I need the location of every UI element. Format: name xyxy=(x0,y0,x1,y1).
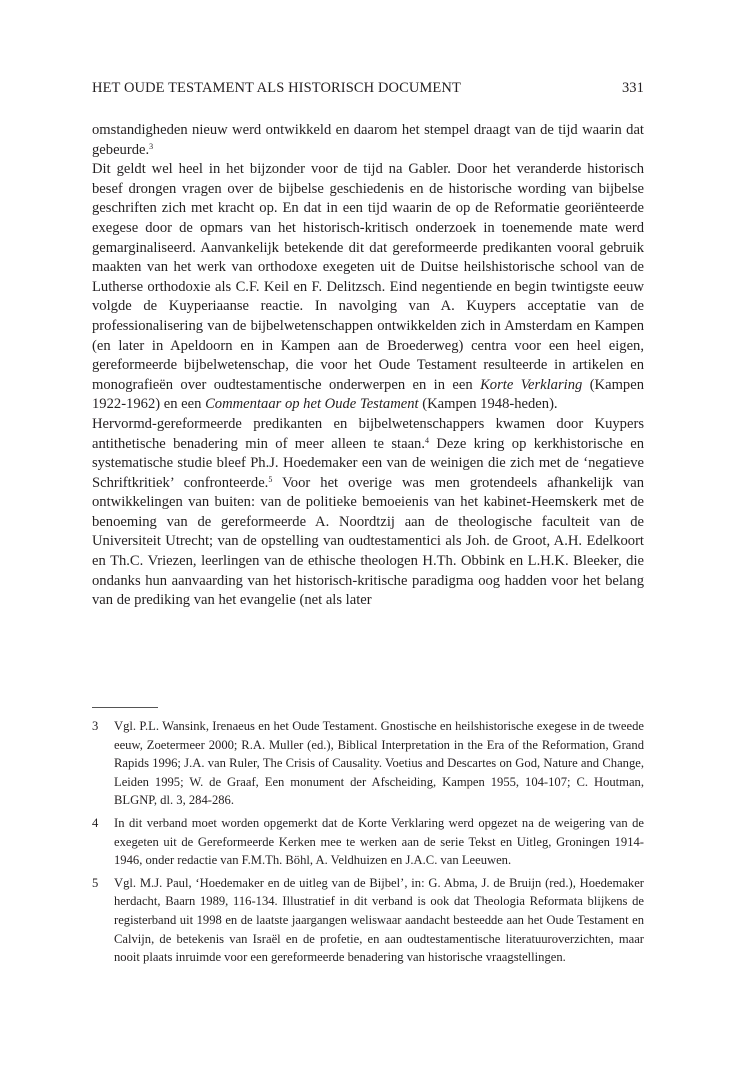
footnote-ref-5[interactable]: 5 xyxy=(268,474,273,484)
page-number: 331 xyxy=(621,80,644,96)
footnote-5 xyxy=(92,874,644,967)
footnote-ref-4[interactable]: 4 xyxy=(425,435,429,445)
paragraph-text: Dit geldt wel heel in het bijzonder voor de tijd na Gabler. Door het veranderde historisch besef drongen vragen over de bijbelse geschiedenis en de historische wording van bijbelse geschriften zich met kracht op. En dat in een tijd waarin de op de Reformatie georiënteerde exegese door de opmars van het historisch-kritisch onderzoek in toenemende mate werd gemarginaliseerd. Aanvankelijk betekende dit dat gereformeerde predikanten vooral gebruik maakten van het werk van orthodoxe exegeten uit de Duitse heilshistorische school van de Lutherse orthodoxie als C.F. Keil en F. Delitzsch. Eind negentiende en begin twintigste eeuw volgde de Kuyperiaanse reactie. In navolging van A. Kuypers acceptatie van de professionalisering van de bijbelwetenschappen ontwikkelden zich in Amsterdam en Kampen (en later in Apeldoorn en in Kampen aan de Broederweg) centra voor een heel eigen, gereformeerde bijbelwetenschap, die voor het Oude Testament resulteerde in artikelen en monografieën over oudtestamentische onderwerpen en in een xyxy=(92,161,644,393)
paragraph-text: Deze kring op kerkhistorische en systematische studie bleef Ph.J. Hoedemaker een van de weinigen die zich met de ‘negatieve Schriftkritiek’ confronteerde. xyxy=(92,435,645,491)
footnote-3 xyxy=(92,717,644,810)
running-header xyxy=(92,78,644,98)
footnote-4 xyxy=(92,814,644,870)
footnote-text: Vgl. P.L. Wansink, Irenaeus en het Oude Testament. Gnostische en heilshistorische exegese in de tweede eeuw, Zoetermeer 2000; R.A. Muller (ed.), Biblical Interpretation in the Era of the Reformation, Grand Rapids 1996; J.A. van Ruler, The Crisis of Causality. Voetius and Descartes on God, Nature and Change, Leiden 1995; W. de Graaf, Een monument der Afscheiding, Kampen 1955, 104-107; C. Houtman, BLGNP, dl. 3, 284-286. xyxy=(114,719,644,808)
footnotes xyxy=(92,717,644,971)
paragraph-text: Hervormd-gereformeerde predikanten en bijbelwetenschappers kwamen door Kuypers antithetische benadering min of meer alleen te staan. xyxy=(92,415,644,452)
footnote-ref-3[interactable]: 3 xyxy=(149,141,154,151)
paragraph-text: Voor het overige was men grotendeels afhankelijk van ontwikkelingen van buiten: van de politieke bemoeienis van het kabinet-Heemskerk met de benoeming van de gereformeerde A. Noordtzij aan de theologische faculteit van de Universiteit Utrecht; van de opstelling van oudtestamentici als Joh. de Groot, A.H. Edelkoort en Th.C. Vriezen, leerlingen van de ethische theologen H.Th. Obbink en L.H.K. Bleeker, die ondanks hun aanvaarding van het historisch-kritische paradigma oog hadden voor het belang van de prediking van het evangelie (net als later xyxy=(92,474,644,609)
running-title: HET OUDE TESTAMENT ALS HISTORISCH DOCUMENT xyxy=(92,80,461,96)
footnote-number: 3 xyxy=(92,719,99,733)
title-korte-verklaring: Korte Verklaring xyxy=(480,376,583,393)
paragraph-text: omstandigheden nieuw werd ontwikkeld en daarom het stempel draagt van de tijd waarin dat gebeurde. xyxy=(92,122,644,158)
title-commentaar: Commentaar op het Oude Testament xyxy=(205,396,419,413)
footnote-text: In dit verband moet worden opgemerkt dat de Korte Verklaring werd opgezet na de weigering van de exegeten uit de Gereformeerde Kerken mee te werken aan de serie Tekst en Uitleg, Groningen 1914-1946, onder redactie van F.M.Th. Böhl, A. Veldhuizen en J.A.C. van Leeuwen. xyxy=(114,815,644,868)
paragraph-2 xyxy=(92,160,644,415)
footnote-text: Vgl. M.J. Paul, ‘Hoedemaker en de uitleg van de Bijbel’, in: G. Abma, J. de Bruijn (red.), Hoedemaker herdacht, Baarn 1989, 116-134. Illustratief in dit verband is ook dat Theologia Reformata blijkens de registerband uit 1998 en de laatste jaargangen weliswaar aandacht besteedde aan het Oude Testament en Calvijn, de betekenis van Israël en de profetie, en aan oudtestamentische literatuuroverzichten, maar nooit plaats inruimde voor een gereformeerde benadering van historische vraagstellingen. xyxy=(114,875,644,965)
body-text xyxy=(92,121,644,611)
footnote-number: 5 xyxy=(92,875,99,890)
footnote-divider xyxy=(92,707,158,708)
paragraph-text: (Kampen 1922-1962) en een xyxy=(92,376,645,413)
paragraph-1 xyxy=(92,121,644,160)
footnote-number: 4 xyxy=(92,815,99,830)
paragraph-text: (Kampen 1948-heden). xyxy=(418,396,558,413)
paragraph-3 xyxy=(92,415,644,611)
